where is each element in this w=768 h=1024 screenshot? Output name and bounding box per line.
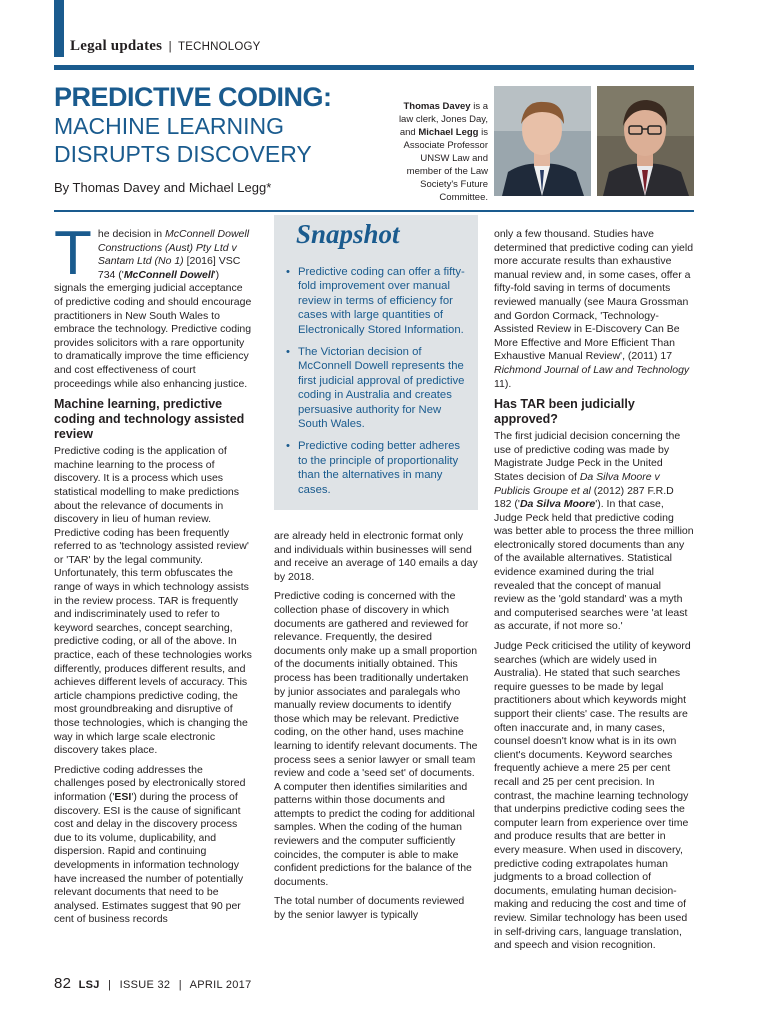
snapshot-box — [274, 215, 478, 510]
esi-abbrev: ESI — [114, 790, 132, 803]
author-name-1: Thomas Davey — [403, 101, 471, 112]
author-name-2: Michael Legg — [418, 127, 479, 138]
journal-name: Richmond Journal of Law and Technology — [494, 363, 690, 376]
paragraph-collection: Predictive coding is concerned with the collection phase of discovery in which documents are gathered and reviewed for relevance. Frequently, the desired documents only make up a small proportion of the documents initially obtained. This process has been traditionally undertaken by junior associates and paralegals who manually review documents to identify those which may be relevant. Predictive coding, on the other hand, uses machine learning to identify relevant documents. The process sees a senior lawyer or small team review and code a 'seed set' of documents. A computer then identifies similarities and patterns within those documents and attempts to predict the coding for additional samples. When the coding of the human reviewers and the computer sufficiently coincides, the computer is able to make confident predictions for the balance of the documents. — [274, 590, 478, 888]
paragraph-tar: Predictive coding is the application of machine learning to the process of discovery. It is a process which uses statistical modelling to make predictions about the relevance of documents in discovery in lieu of human review. Predictive coding has been frequently referred to as 'technology assisted review' or 'TAR' by the legal community. Unfortunately, this term obfuscates the range of ways in which technology assists in the review process. TAR is frequently and indiscriminately used to refer to keyword searches, concept searching, predictive coding, or all of the above. In practice, each of these technologies works differently, produces different results, and achieves different levels of accuracy. This article champions predictive coding, the most groundbreaking and disruptive of those technologies, which is changing the way in which large scale electronic discovery takes place. — [54, 445, 252, 757]
section-category: TECHNOLOGY — [177, 41, 261, 53]
intro-text-b: [2016] VSC 734 (' — [97, 255, 241, 281]
snapshot-item: • Predictive coding can offer a fifty-fold improvement over manual review in terms of efficiency for cases with large quantities of Electronically Stored Information. — [298, 265, 466, 337]
intro-case-short: McConnell Dowell — [123, 268, 214, 281]
snapshot-title: Snapshot — [296, 219, 400, 249]
dasilva-text-c: '). In that case, Judge Peck held that predictive coding was better able to process the three million electronically stored documents than any of the available alternatives. Statistical evidence examined during the trial revealed that the concept of manual review as the 'gold standard' was a myth and computerised searches were 'at least as accurate, if not more so.' — [494, 498, 694, 633]
studies-text-b: 11). — [494, 377, 512, 390]
snapshot-item: • The Victorian decision of McConnell Dowell represents the first judicial approval of predictive coding in Australia and creates persuasive authority for New South Wales. — [298, 345, 466, 431]
column-1 — [54, 219, 254, 933]
bio-text-2: is Associate Professor UNSW Law and member of the Law Society's Future Committee. — [403, 127, 488, 203]
intro-case-name: McConnell Dowell Constructions (Aust) Pty Ltd v Santam Ltd (No 1) — [97, 228, 250, 268]
accent-bar — [54, 0, 64, 57]
top-rule — [54, 65, 694, 70]
section-divider: | — [168, 41, 172, 53]
esi-text-b: ') during the process of discovery. ESI is the cause of significant cost and delay in the discovery process due to its volume, duplicability, and dispersion. Rapid and continuing developments in information technology have increased the number of potentially relevant documents that need to be analysed. Estimates suggest that 90 per cent of business records — [54, 790, 244, 926]
snapshot-item: • Predictive coding better adheres to the principle of proportionality than the alternatives in many cases. — [298, 439, 466, 497]
author-bio — [388, 100, 488, 204]
column-2 — [274, 530, 478, 929]
dasilva-text-b: (2012) 287 F.R.D 182 (' — [494, 484, 674, 511]
esi-text-a: Predictive coding addresses the challenges posed by electronically stored information (' — [54, 763, 246, 803]
section-name: Legal updates — [70, 38, 163, 54]
paragraph-total: The total number of documents reviewed by the senior lawyer is typically — [274, 895, 465, 922]
mid-rule — [54, 210, 694, 212]
snapshot-list — [274, 265, 478, 505]
footer-issue: ISSUE 32 — [119, 979, 171, 991]
article-title: PREDICTIVE CODING: — [54, 82, 332, 112]
author-photo-legg — [597, 86, 694, 196]
drop-cap: T — [54, 219, 92, 288]
article-subtitle: MACHINE LEARNING DISRUPTS DISCOVERY — [54, 113, 312, 167]
studies-text-a: only a few thousand. Studies have determined that predictive coding can yield more accurate results than exhaustive manual review and, in some cases, offer a fifty-fold saving in terms of documents reviewed manually (see Maura Grossman and Gordon Cormack, 'Technology-Assisted Review in E-Discovery Can Be More Effective and More Efficient Than Exhaustive Manual Review', (2011) 17 — [494, 228, 694, 363]
footer-brand: LSJ — [78, 979, 100, 991]
paragraph-emails: are already held in electronic format only and individuals within businesses will send and receive an average of 140 emails a day by 2018. — [274, 530, 478, 583]
dasilva-text-a: The first judicial decision concerning the use of predictive coding was made by Magistrate Judge Peck in the United States decision of — [494, 430, 681, 483]
page-number: 82 — [54, 975, 72, 992]
paragraph-studies — [494, 228, 694, 391]
intro-paragraph — [54, 219, 254, 391]
author-photo-davey — [494, 86, 591, 196]
column-3 — [494, 228, 694, 959]
paragraph-da-silva — [494, 430, 694, 634]
footer-sep-1: | — [108, 979, 112, 991]
heading-judicial-approval: Has TAR been judicially approved? — [494, 397, 635, 427]
byline: By Thomas Davey and Michael Legg* — [54, 180, 272, 195]
dasilva-case-short: Da Silva Moore — [519, 498, 596, 511]
heading-machine-learning: Machine learning, predictive coding and technology assisted review — [54, 397, 245, 442]
section-label — [70, 38, 261, 55]
footer-sep-2: | — [178, 979, 182, 991]
paragraph-keyword-searches: Judge Peck criticised the utility of keyword searches (which are widely used in Australia). He stated that such searches require guesses to be made by legal practitioners about which keywords might support their clients' case. The results are often inaccurate and, in many cases, counsel doesn't know what is in its own client's documents. Keyword searches frequently achieve a mere 25 per cent recall and 25 per cent precision. In contrast, the machine learning technology that underpins predictive coding sees the computer learn from experience over time and produce results that are better in every measure. When used in discovery, predictive coding extrapolates human judgments to a broad collection of documents, emulating human decision-making and reducing the cost and time of review. Similar technology has been used in self-driving cars, language translation, and speech and vision recognition. — [494, 640, 691, 952]
intro-text-a: he decision in — [97, 228, 166, 240]
footer-date: APRIL 2017 — [189, 979, 252, 991]
dasilva-case-name: Da Silva Moore v Publicis Groupe et al — [494, 470, 660, 497]
page-footer — [54, 975, 252, 992]
intro-text-c: ') signals the emerging judicial acceptance of predictive coding and should encourage practitioners in New South Wales to embrace the technology. Predictive coding provides solicitors with a rare opportunity to dramatically improve the time efficiency and cost effectiveness of court proceedings while also enhancing justice. — [54, 268, 252, 390]
paragraph-esi — [54, 764, 254, 927]
bio-text-1: is a law clerk, Jones Day, and — [398, 101, 488, 138]
